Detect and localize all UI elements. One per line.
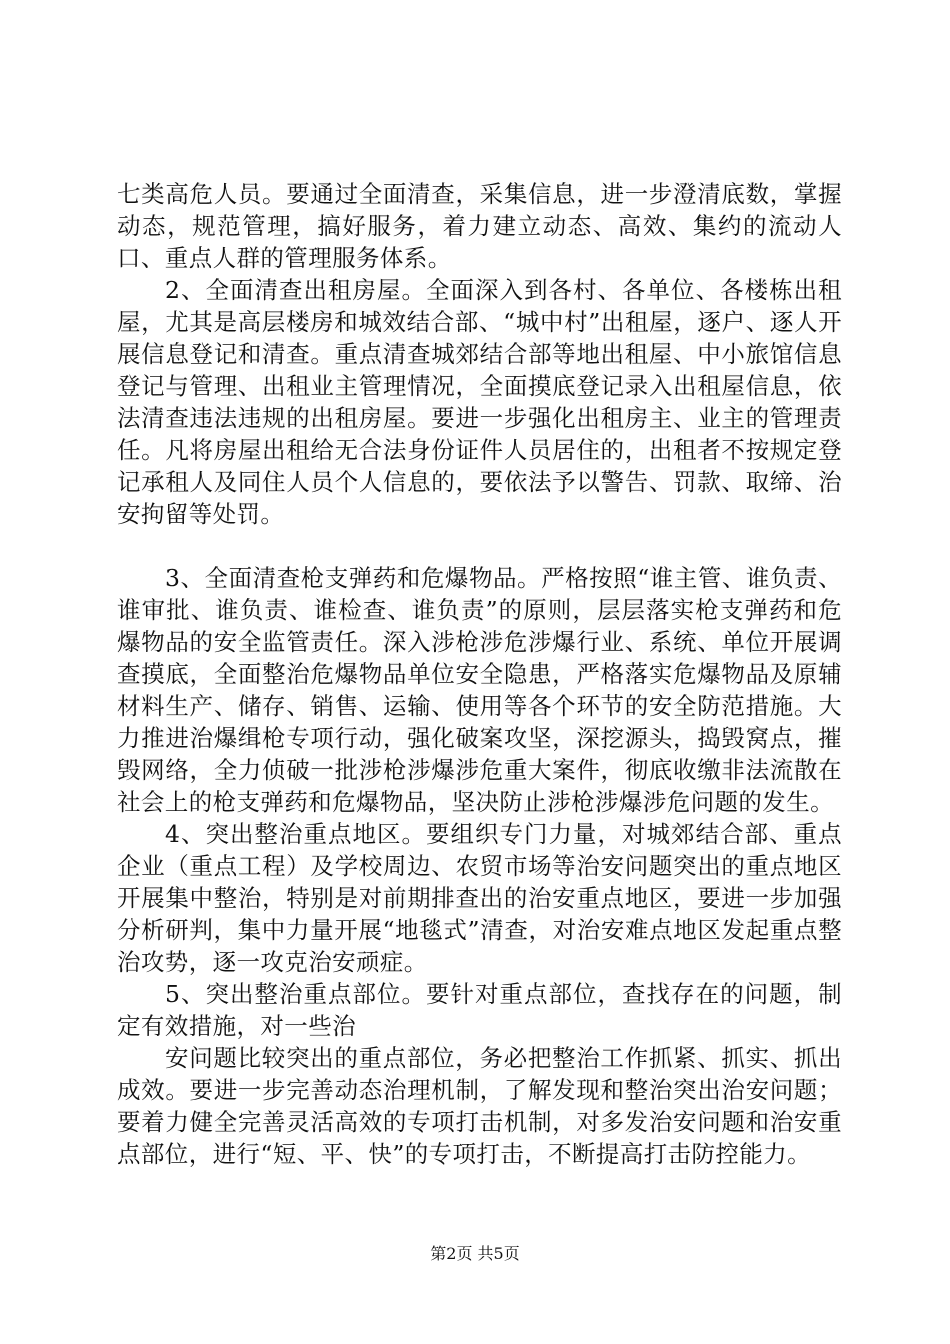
paragraph-key-locations: 5、突出整治重点部位。要针对重点部位，查找存在的问题，制定有效措施，对一些治 bbox=[117, 980, 842, 1040]
paragraph-rental-housing: 2、全面清查出租房屋。全面深入到各村、各单位、各楼栋出租屋，尤其是高层楼房和城效结合部、“城中村”出租屋，逐户、逐人开展信息登记和清查。重点清查城郊结合部等地出租屋、中小旅馆信息登记与管理、出租业主管理情况，全面摸底登记录入出租屋信息，依法清查违法违规的出租房屋。要进一步强化出租房主、业主的管理责任。凡将房屋出租给无合法身份证件人员居住的，出租者不按规定登记承租人及同住人员个人信息的，要依法予以警告、罚款、取缔、治安拘留等处罚。 bbox=[117, 276, 842, 528]
page-number-footer: 第2页 共5页 bbox=[430, 1244, 520, 1263]
paragraph-firearms: 3、全面清查枪支弹药和危爆物品。严格按照“谁主管、谁负责、谁审批、谁负责、谁检查、谁负责”的原则，层层落实枪支弹药和危爆物品的安全监管责任。深入涉枪涉危涉爆行业、系统、单位开展调查摸底，全面整治危爆物品单位安全隐患，严格落实危爆物品及原辅材料生产、储存、销售、运输、使用等各个环节的安全防范措施。大力推进治爆缉枪专项行动，强化破案攻坚，深挖源头，捣毁窝点，摧毁网络，全力侦破一批涉枪涉爆涉危重大案件，彻底收缴非法流散在社会上的枪支弹药和危爆物品，坚决防止涉枪涉爆涉危问题的发生。 bbox=[117, 564, 842, 816]
document-body bbox=[117, 178, 842, 1170]
paragraph-key-locations-cont: 安问题比较突出的重点部位，务必把整治工作抓紧、抓实、抓出成效。要进一步完善动态治理机制，了解发现和整治突出治安问题；要着力健全完善灵活高效的专项打击机制，对多发治安问题和治安重点部位，进行“短、平、快”的专项打击，不断提高打击防控能力。 bbox=[117, 1044, 842, 1168]
paragraph-key-areas: 4、突出整治重点地区。要组织专门力量，对城郊结合部、重点企业（重点工程）及学校周边、农贸市场等治安问题突出的重点地区开展集中整治，特别是对前期排查出的治安重点地区，要进一步加强分析研判，集中力量开展“地毯式”清查，对治安难点地区发起重点整治攻势，逐一攻克治安顽症。 bbox=[117, 820, 842, 976]
paragraph-continuation: 七类高危人员。要通过全面清查，采集信息，进一步澄清底数，掌握动态，规范管理，搞好服务，着力建立动态、高效、集约的流动人口、重点人群的管理服务体系。 bbox=[117, 180, 842, 272]
